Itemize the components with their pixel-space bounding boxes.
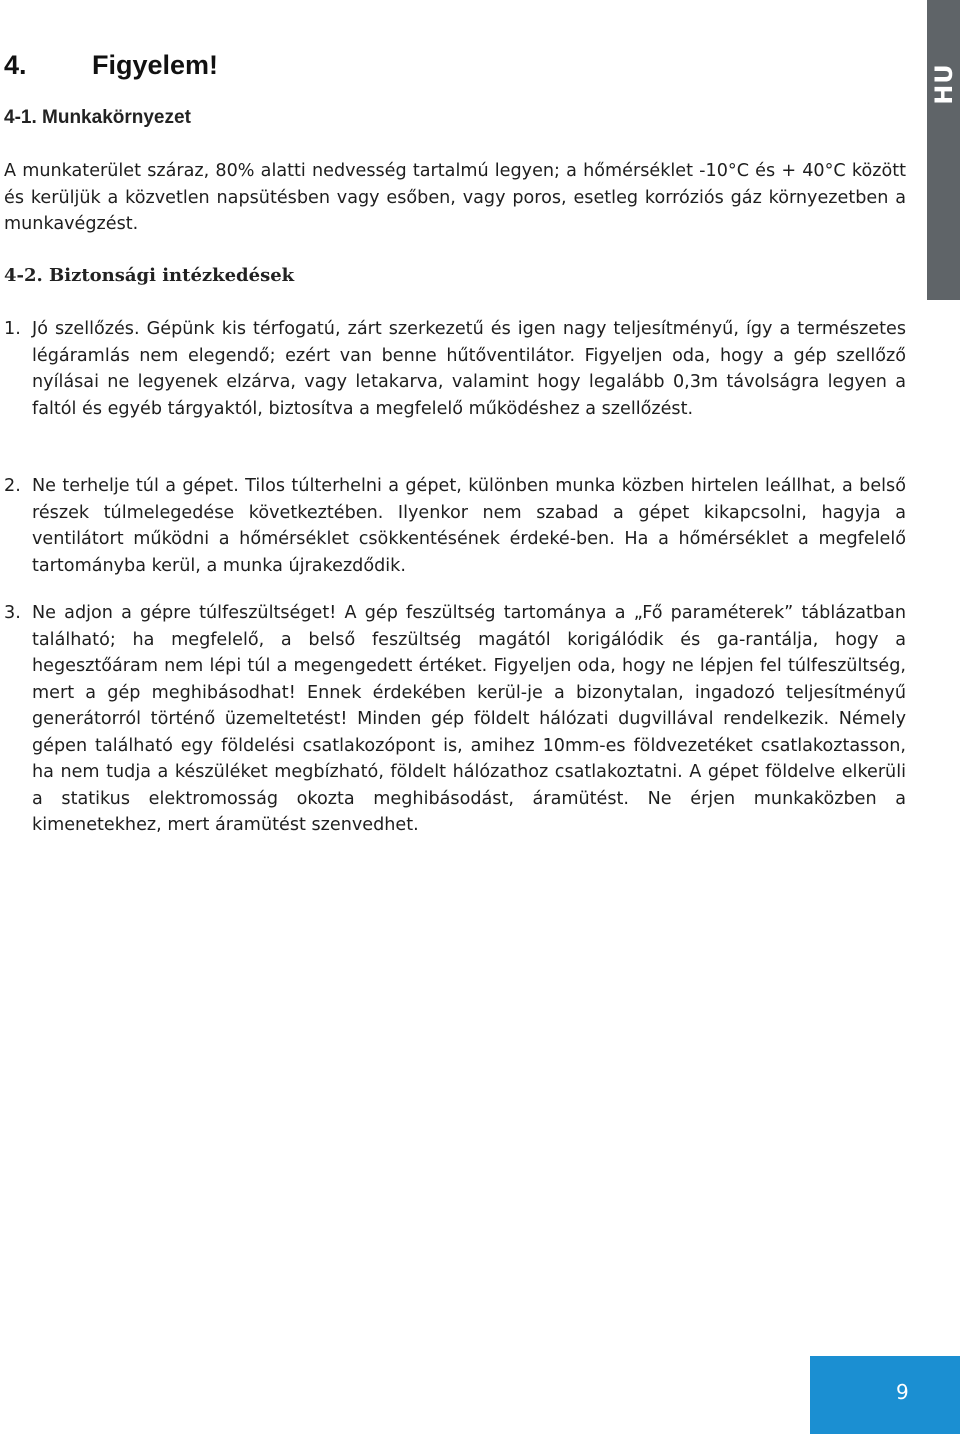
section-title-safety: 4-2. Biztonsági intézkedések: [4, 265, 295, 286]
item-lead: Ne adjon a gépre túlfeszültséget!: [32, 603, 337, 623]
chapter-number: 4.: [4, 50, 27, 80]
safety-item-overvoltage: [32, 600, 906, 839]
language-label: HU: [929, 63, 958, 105]
item-text: A gép feszültség tartománya a „Fő paraméterek” táblázatban található; ha megfelelő, a belső feszültség magától korigálódik és ga-rantálja, hogy a hegesztőáram nem lépi túl a megengedett értéket. Figyeljen oda, hogy ne lépjen fel túlfeszültség, mert a gép meghibásodhat! Ennek érdekében kerül-je a bizonytalan, ingadozó teljesítményű generátorról történő üzemeltetést! Minden gép földelt hálózati dugvillával rendelkezik. Némely gépen található egy földelési csatlakozópont is, amihez 10mm-es földvezetéket csatlakoztasson, ha nem tudja a készüléket megbízható, földelt hálózathoz csatlakoztatni. A gépet földelve elkerüli a statikus elektromosság okozta meghibásodást, áramütést. Ne érjen munkaközben a kimenetekhez, mert áramütést szenvedhet.: [32, 603, 906, 835]
language-tab: [927, 0, 960, 300]
item-lead: Ne terhelje túl a gépet.: [32, 476, 239, 496]
page-number-box: [810, 1356, 960, 1434]
chapter-title: Figyelem!: [92, 50, 219, 80]
safety-item-overload: [32, 473, 906, 579]
work-environment-paragraph: A munkaterület száraz, 80% alatti nedvesség tartalmú legyen; a hőmérséklet -10°C és + 40°C között és kerüljük a közvetlen napsütésben vagy esőben, vagy poros, esetleg korróziós gáz környezetben a munkavégzést.: [4, 161, 906, 234]
page-number: 9: [896, 1380, 909, 1404]
item-number: 1.: [4, 319, 21, 339]
item-number: 3.: [4, 603, 21, 623]
chapter-heading: [4, 50, 218, 81]
item-text: Gépünk kis térfogatú, zárt szerkezetű és igen nagy teljesítményű, így a természetes légáramlás nem elegendő; ezért van benne hűtőventilátor. Figyeljen oda, hogy a gép szellőző nyílásai ne legyenek elzárva, vagy letakarva, valamint hogy legalább 0,3m távolságra legyen a faltól és egyéb tárgyaktól, biztosítva a megfelelő működéshez a szellőzést.: [32, 319, 906, 419]
section-title-work-environment: 4-1. Munkakörnyezet: [4, 107, 191, 128]
item-text: Tilos túlterhelni a gépet, különben munka közben hirtelen leállhat, a belső részek túlmelegedése következtében. Ilyenkor nem szabad a gépet kikapcsolni, hagyja a ventilátort működni a hőmérséklet csökkentésének érdeké-ben. Ha a hőmérséklet a megfelelő tartományba kerül, a munka újrakezdődik.: [32, 476, 906, 576]
item-lead: Jó szellőzés.: [32, 319, 140, 339]
safety-item-ventilation: [32, 316, 906, 422]
item-number: 2.: [4, 476, 21, 496]
